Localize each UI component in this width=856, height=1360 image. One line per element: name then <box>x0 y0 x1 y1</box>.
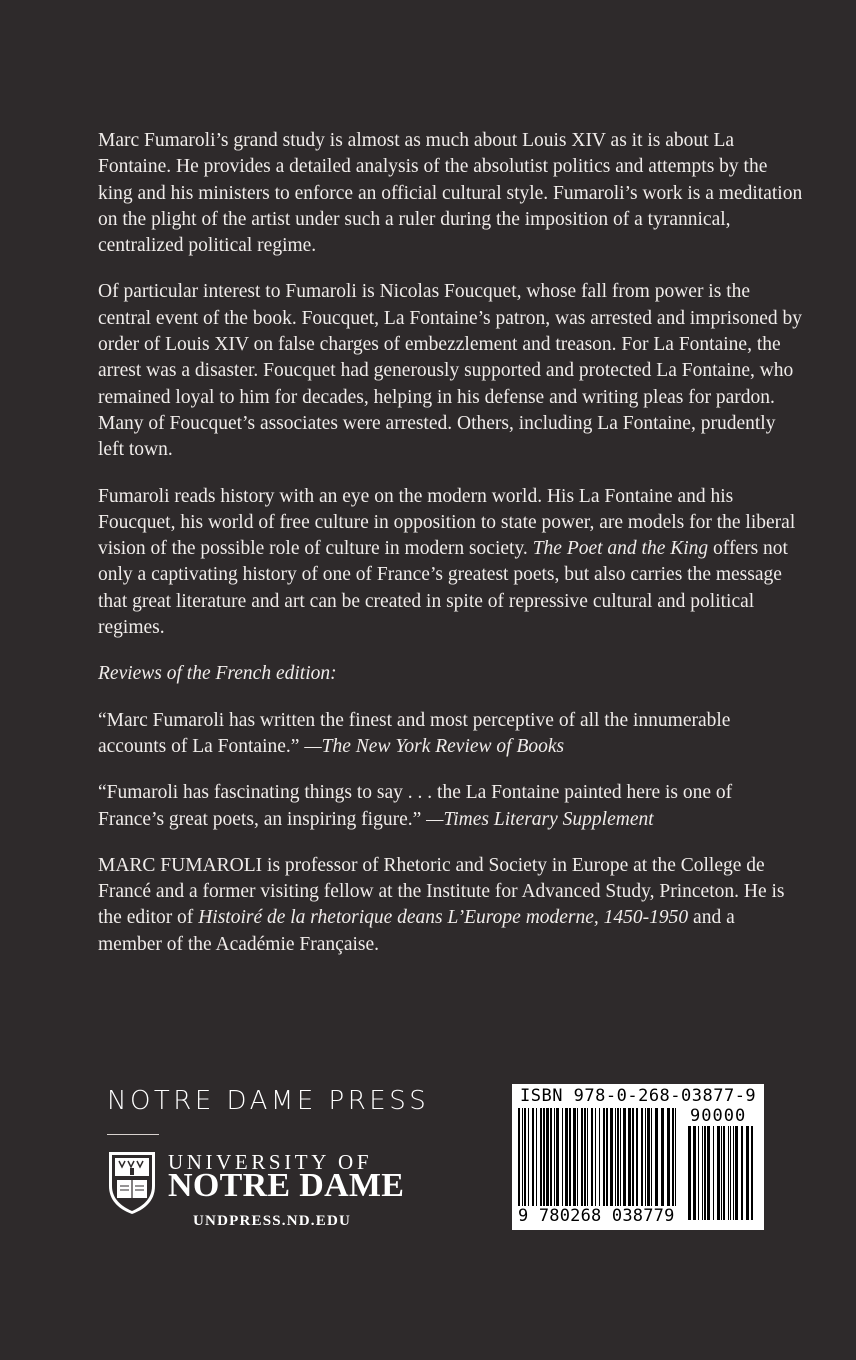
divider <box>107 1134 159 1135</box>
university-name-line1: UNIVERSITY OF <box>168 1150 373 1174</box>
review-2-source: —Times Literary Supplement <box>426 808 654 830</box>
barcode-bars <box>518 1108 680 1220</box>
description-paragraph-3: Fumaroli reads history with an eye on the modern world. His La Fontaine and his Foucquet, his world of free culture in opposition to state power, are models for the liberal vision of the possible role of culture in modern society. The Poet and the King offers not only a captivating history of one of France’s greatest poets, but also carries the message that great literature and art can be created in spite of repressive cultural and political regimes. <box>98 485 796 639</box>
university-name-line2: NOTRE DAME <box>168 1167 405 1204</box>
price-barcode-bars <box>688 1126 758 1220</box>
description-paragraph-1: Marc Fumaroli’s grand study is almost as much about Louis XIV as it is about La Fontaine. He provides a detailed analysis of the absolutist politics and attempts by the king and his ministers to enforce an official cultural style. Fumaroli’s work is a meditation on the plight of the artist under such a ruler during the imposition of a tyrannical, centralized political regime. <box>98 130 803 257</box>
review-2 <box>98 780 803 833</box>
barcode-digits: 9 780268 038779 <box>518 1206 678 1226</box>
reviews-heading: Reviews of the French edition: <box>98 663 337 685</box>
author-bio: MARC FUMAROLI is professor of Rhetoric and Society in Europe at the College de Francé and a former visiting fellow at the Institute for Advanced Study, Princeton. He is the editor of Histoiré de la rhetorique deans L’Europe moderne, 1450-1950 and a member of the Académie Française. <box>98 854 785 955</box>
university-shield-logo <box>107 1150 157 1216</box>
review-1 <box>98 708 803 761</box>
review-1-quote: “Marc Fumaroli has written the finest and most perceptive of all the innumerable accounts of La Fontaine.” <box>98 709 731 757</box>
isbn-label: ISBN 978-0-268-03877-9 <box>520 1086 757 1106</box>
back-cover-text <box>98 128 803 978</box>
press-name: NOTRE DAME PRESS <box>107 1086 430 1116</box>
description-paragraph-2: Of particular interest to Fumaroli is Nicolas Foucquet, whose fall from power is the central event of the book. Foucquet, La Fontaine’s patron, was arrested and imprisoned by order of Louis XIV on false charges of embezzlement and treason. For La Fontaine, the arrest was a disaster. Foucquet had generously supported and protected La Fontaine, who remained loyal to him for decades, helping in his defense and writing pleas for pardon. Many of Foucquet’s associates were arrested. Others, including La Fontaine, prudently left town. <box>98 281 802 461</box>
press-url: UNDPRESS.ND.EDU <box>193 1213 352 1229</box>
review-1-source: —The New York Review of Books <box>304 735 565 757</box>
price-code: 90000 <box>690 1106 747 1126</box>
review-2-quote: “Fumaroli has fascinating things to say . . . the La Fontaine painted here is one of France’s great poets, an inspiring figure.” <box>98 782 733 830</box>
isbn-barcode <box>512 1084 764 1230</box>
